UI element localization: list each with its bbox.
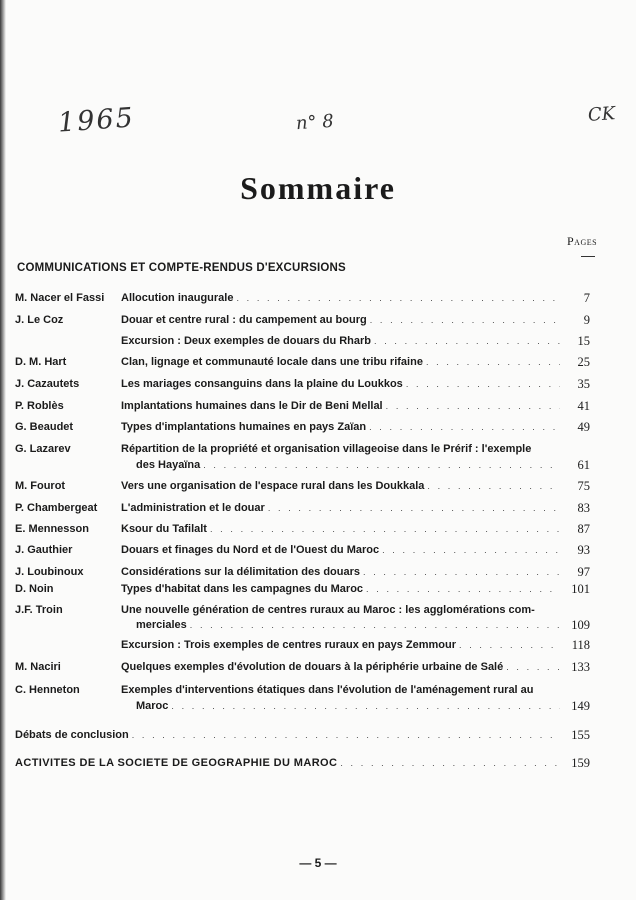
entry-author: J. Loubinoux	[15, 566, 84, 578]
entry-title-line: Maroc . . .	[136, 700, 566, 712]
entry-title-line: Considérations sur la délimitation des douars . . .	[121, 566, 566, 578]
entry-page: 9	[583, 313, 590, 327]
entry-page: 75	[577, 479, 590, 493]
entry-title-line: Clan, lignage et communauté locale dans une tribu rifaine . . .	[121, 356, 566, 368]
entry-page: 41	[577, 399, 590, 413]
handwritten-year: 1965	[57, 102, 136, 139]
entry-page: 159	[571, 756, 590, 770]
entry-title-line: Les mariages consanguins dans la plaine du Loukkos . . .	[121, 378, 566, 390]
entry-author: J. Cazautets	[15, 378, 80, 390]
entry-author: M. Naciri	[15, 661, 61, 673]
entry-page: 93	[577, 543, 590, 557]
entry-author: J. Gauthier	[15, 544, 73, 556]
entry-author: D. Noin	[15, 583, 54, 595]
page-number: — 5 —	[299, 856, 337, 870]
entry-title-line: Exemples d'interventions étatiques dans l'évolution de l'aménagement rural au	[121, 684, 534, 696]
entry-author: D. M. Hart	[15, 356, 67, 368]
entry-title-line: des Hayaïna . . .	[136, 459, 566, 471]
entry-title-line: Allocution inaugurale . . .	[121, 292, 566, 304]
activites-label-line: ACTIVITES DE LA SOCIETE DE GEOGRAPHIE DU MAROC . . .	[15, 757, 566, 769]
entry-title-line: Excursion : Trois exemples de centres ruraux en pays Zemmour . . .	[121, 639, 566, 651]
entry-page: 149	[571, 699, 590, 713]
entry-author: E. Mennesson	[15, 523, 89, 535]
debats-label-line: Débats de conclusion . . .	[15, 729, 566, 741]
entry-page: 118	[571, 638, 590, 652]
entry-title-line: Vers une organisation de l'espace rural dans les Doukkala . . .	[121, 480, 566, 492]
entry-title-line: Excursion : Deux exemples de douars du Rharb . . .	[121, 335, 566, 347]
entry-page: 97	[577, 565, 590, 579]
entry-title-line: Répartition de la propriété et organisation villageoise dans le Prérif : l'exemple	[121, 443, 532, 455]
entry-title-line: Quelques exemples d'évolution de douars à la périphérie urbaine de Salé . . .	[121, 661, 566, 673]
entry-page: 25	[577, 355, 590, 369]
entry-page: 61	[577, 458, 590, 472]
entry-page: 109	[571, 618, 590, 632]
entry-page: 35	[577, 377, 590, 391]
entry-page: 83	[577, 501, 590, 515]
entry-title-line: merciales . . .	[136, 619, 566, 631]
section-title: COMMUNICATIONS ET COMPTE-RENDUS D'EXCURSIONS	[17, 262, 346, 274]
entry-page: 87	[577, 522, 590, 536]
entry-author: G. Lazarev	[15, 443, 71, 455]
entry-page: 133	[571, 660, 590, 674]
entry-author: J.F. Troin	[15, 604, 63, 616]
entry-author: M. Nacer el Fassi	[15, 292, 105, 304]
entry-page: 155	[571, 728, 590, 742]
entry-title-line: Types d'implantations humaines en pays Zaïan . . .	[121, 421, 566, 433]
entry-title-line: Douars et finages du Nord et de l'Ouest du Maroc . . .	[121, 544, 566, 556]
entry-author: P. Roblès	[15, 400, 64, 412]
page-title: Sommaire	[240, 170, 396, 206]
entry-page: 15	[577, 334, 590, 348]
entry-author: P. Chambergeat	[15, 502, 98, 514]
entry-title-line: L'administration et le douar . . .	[121, 502, 566, 514]
entry-author: M. Fourot	[15, 480, 66, 492]
entry-title-line: Une nouvelle génération de centres ruraux au Maroc : les agglomérations com-	[121, 604, 535, 616]
entry-page: 49	[577, 420, 590, 434]
entry-author: C. Henneton	[15, 684, 80, 696]
entry-title-line: Douar et centre rural : du campement au bourg . . .	[121, 314, 566, 326]
entry-title-line: Types d'habitat dans les campagnes du Maroc . . .	[121, 583, 566, 595]
entry-title-line: Implantations humaines dans le Dir de Beni Mellal . . .	[121, 400, 566, 412]
entry-title-line: Ksour du Tafilalt . . .	[121, 523, 566, 535]
entry-author: J. Le Coz	[15, 314, 64, 326]
entry-page: 101	[571, 582, 590, 596]
handwritten-issue-number: n° 8	[295, 110, 335, 135]
entry-author: G. Beaudet	[15, 421, 74, 433]
pages-column-label: Pages	[567, 234, 598, 248]
handwritten-initials: CK	[587, 103, 616, 126]
entry-page: 7	[583, 291, 590, 305]
